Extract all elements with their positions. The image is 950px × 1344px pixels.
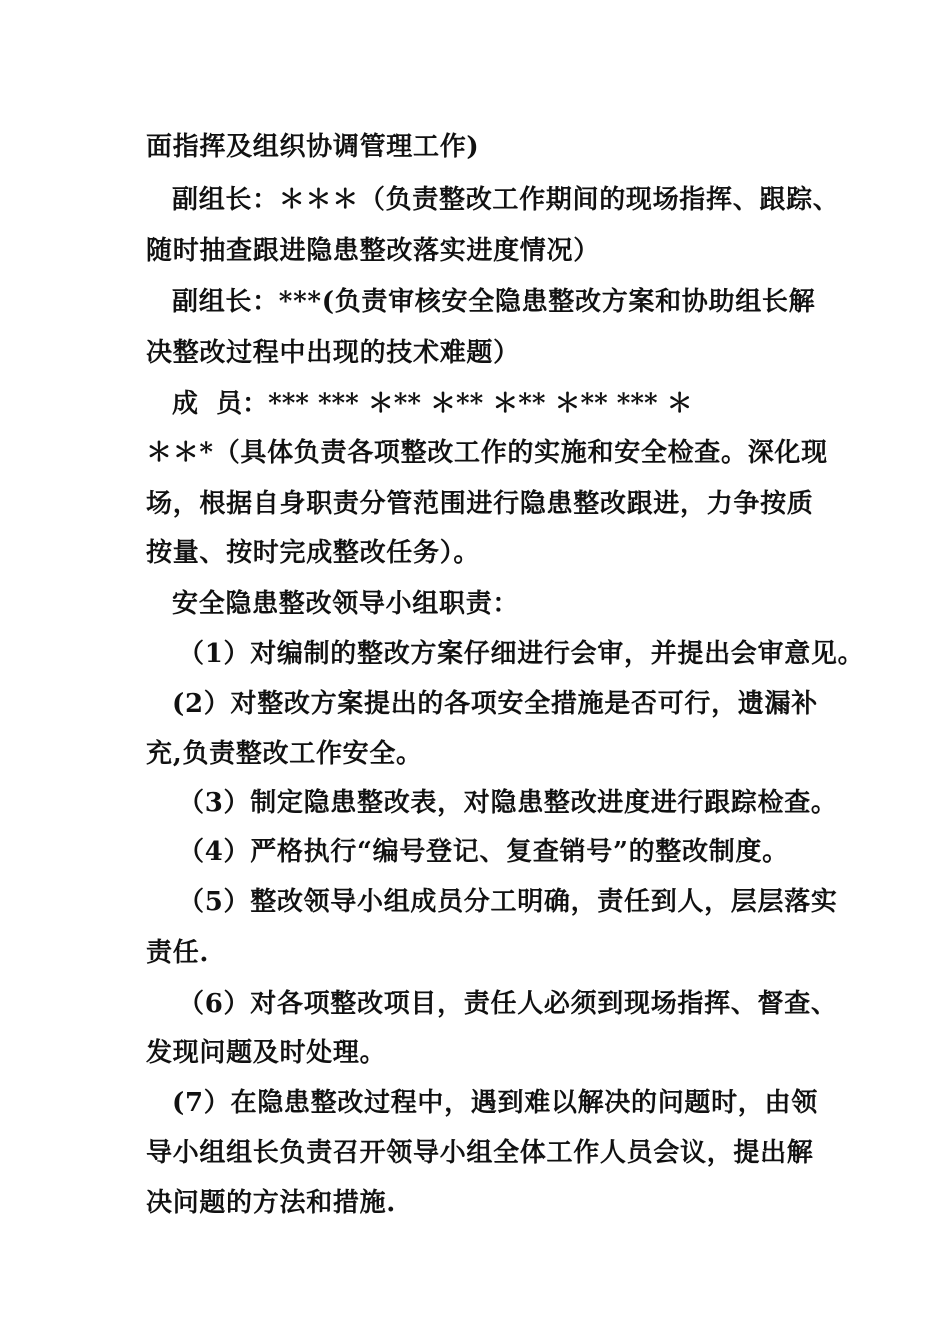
- text-line-1: 面指挥及组织协调管理工作): [146, 132, 480, 162]
- text-line-22: 决问题的方法和措施.: [146, 1188, 397, 1218]
- text-line-14: （3）制定隐患整改表，对隐患整改进度进行跟踪检查。: [178, 788, 838, 818]
- text-line-4: 副组长：***(负责审核安全隐患整改方案和协助组长解: [172, 287, 816, 317]
- text-line-11: （1）对编制的整改方案仔细进行会审，并提出会审意见。: [178, 639, 865, 669]
- text-line-3: 随时抽查跟进隐患整改落实进度情况）: [146, 236, 600, 266]
- text-line-5: 决整改过程中出现的技术难题）: [146, 338, 520, 368]
- text-line-16: （5）整改领导小组成员分工明确，责任到人，层层落实: [178, 887, 838, 917]
- text-line-15: （4）严格执行“编号登记、复查销号”的整改制度。: [178, 837, 789, 867]
- text-line-18: （6）对各项整改项目，责任人必须到现场指挥、督查、: [178, 989, 838, 1019]
- text-line-19: 发现问题及时处理。: [146, 1038, 387, 1068]
- text-line-20: (7）在隐患整改过程中，遇到难以解决的问题时，由领: [172, 1088, 818, 1118]
- text-line-21: 导小组组长负责召开领导小组全体工作人员会议，提出解: [146, 1138, 814, 1168]
- text-line-10: 安全隐患整改领导小组职责：: [172, 589, 520, 619]
- text-line-6: 成 员：*** *** ＊** ＊** ＊** ＊** *** ＊: [172, 389, 693, 419]
- text-line-17: 责任.: [146, 938, 210, 968]
- text-line-7: ＊＊*（具体负责各项整改工作的实施和安全检查。深化现: [146, 438, 828, 468]
- text-line-2: 副组长：＊＊＊（负责整改工作期间的现场指挥、跟踪、: [172, 185, 840, 215]
- text-line-8: 场，根据自身职责分管范围进行隐患整改跟进，力争按质: [146, 489, 814, 519]
- text-line-13: 充,负责整改工作安全。: [146, 739, 423, 769]
- text-line-9: 按量、按时完成整改任务）。: [146, 538, 481, 568]
- text-line-12: (2）对整改方案提出的各项安全措施是否可行，遗漏补: [172, 689, 818, 719]
